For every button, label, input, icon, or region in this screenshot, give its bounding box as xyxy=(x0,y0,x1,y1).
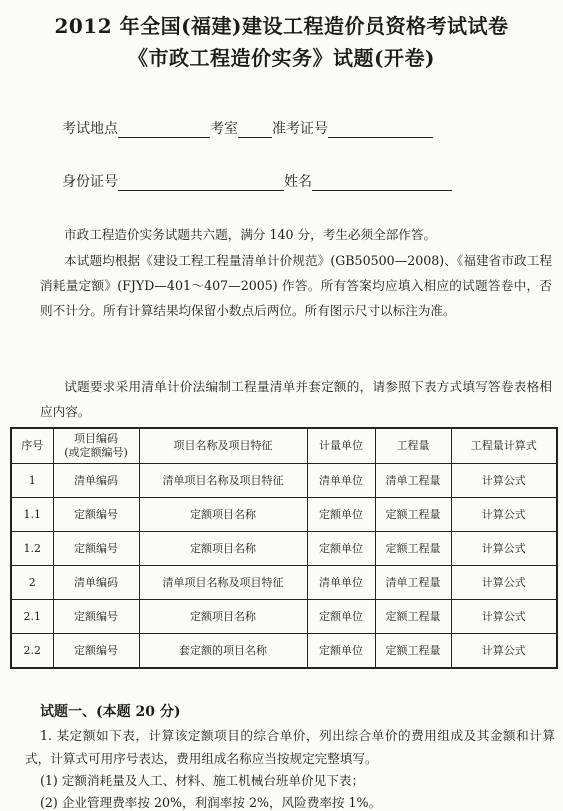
cell-no: 1 xyxy=(11,464,53,498)
cell-code: 清单编码 xyxy=(53,464,139,498)
question1-body: 1. 某定额如下表，计算该定额项目的综合单价，列出综合单价的费用组成及其金额和计算式，计算式可用序号表达，费用组成名称应当按规定完整填写。 xyxy=(25,728,555,766)
col-header-code xyxy=(53,428,139,464)
page-title-line2: 《市政工程造价实务》试题(开卷) xyxy=(128,46,435,70)
cell-quantity: 定额工程量 xyxy=(375,600,451,634)
cell-item-name: 清单项目名称及项目特征 xyxy=(139,566,307,600)
cell-unit: 定额单位 xyxy=(307,498,375,532)
ticket-no-blank[interactable] xyxy=(328,123,433,138)
cell-formula: 计算公式 xyxy=(451,532,557,566)
instruction-text-2: 本试题均根据《建设工程工程量清单计价规范》(GB50500—2008)、《福建省市政工程消耗量定额》(FJYD—401～407—2005) 作答。所有答案均应填入相应的试题答卷中，否则不计分。所有计算结果均保留小数点后两位。所有图示尺寸以标注为准。 xyxy=(40,253,552,318)
cell-unit: 清单单位 xyxy=(307,464,375,498)
cell-item-name: 清单项目名称及项目特征 xyxy=(139,464,307,498)
cell-unit: 定额单位 xyxy=(307,634,375,669)
name-label: 姓名 xyxy=(284,174,312,190)
cell-item-name: 定额项目名称 xyxy=(139,498,307,532)
cell-unit: 定额单位 xyxy=(307,600,375,634)
exam-room-blank[interactable] xyxy=(238,123,272,138)
col-header-code-line2: (或定额编号) xyxy=(64,446,128,459)
col-header-code-line1: 项目编码 xyxy=(74,432,118,445)
cell-quantity: 定额工程量 xyxy=(375,634,451,669)
cell-item-name: 定额项目名称 xyxy=(139,532,307,566)
cell-quantity: 清单工程量 xyxy=(375,566,451,600)
cell-quantity: 清单工程量 xyxy=(375,464,451,498)
cell-item-name: 定额项目名称 xyxy=(139,600,307,634)
cell-code: 定额编号 xyxy=(53,634,139,669)
cell-unit: 清单单位 xyxy=(307,566,375,600)
form-row-location xyxy=(62,118,433,138)
cell-no: 2.1 xyxy=(11,600,53,634)
instruction-para-1 xyxy=(40,222,552,247)
cell-formula: 计算公式 xyxy=(451,566,557,600)
table-row xyxy=(11,498,557,532)
col-header-quantity: 工程量 xyxy=(375,428,451,464)
col-header-item-name: 项目名称及项目特征 xyxy=(139,428,307,464)
col-header-unit: 计量单位 xyxy=(307,428,375,464)
cell-no: 1.1 xyxy=(11,498,53,532)
cell-no: 1.2 xyxy=(11,532,53,566)
cell-code: 定额编号 xyxy=(53,498,139,532)
instruction-text-1: 市政工程造价实务试题共六题，满分 140 分，考生必须全部作答。 xyxy=(64,227,437,242)
cell-quantity: 定额工程量 xyxy=(375,498,451,532)
table-row xyxy=(11,532,557,566)
cell-no: 2.2 xyxy=(11,634,53,669)
cell-code: 清单编码 xyxy=(53,566,139,600)
table-row xyxy=(11,566,557,600)
table-row xyxy=(11,464,557,498)
ticket-no-label: 准考证号 xyxy=(272,121,328,137)
exam-location-blank[interactable] xyxy=(118,123,210,138)
page-title-line1: 2012 年全国(福建)建设工程造价员资格考试试卷 xyxy=(54,14,509,38)
table-row xyxy=(11,634,557,669)
instruction-para-3 xyxy=(40,374,552,424)
form-row-identity xyxy=(62,171,452,191)
instruction-para-2 xyxy=(40,248,552,323)
cell-no: 2 xyxy=(11,566,53,600)
cell-formula: 计算公式 xyxy=(451,464,557,498)
cell-formula: 计算公式 xyxy=(451,498,557,532)
sample-answer-table xyxy=(10,427,558,669)
cell-unit: 定额单位 xyxy=(307,532,375,566)
id-no-blank[interactable] xyxy=(118,176,284,191)
exam-location-label: 考试地点 xyxy=(62,121,118,137)
col-header-no: 序号 xyxy=(11,428,53,464)
cell-code: 定额编号 xyxy=(53,532,139,566)
question1-item-2: (2) 企业管理费率按 20%，利润率按 2%，风险费率按 1%。 xyxy=(40,795,382,810)
exam-room-label: 考室 xyxy=(210,121,238,137)
cell-quantity: 定额工程量 xyxy=(375,532,451,566)
question1-item-1: (1) 定额消耗量及人工、材料、施工机械台班单价见下表； xyxy=(40,773,365,788)
col-header-formula: 工程量计算式 xyxy=(451,428,557,464)
question1-text xyxy=(25,724,555,770)
name-blank[interactable] xyxy=(312,176,452,191)
table-row xyxy=(11,600,557,634)
cell-item-name: 套定额的项目名称 xyxy=(139,634,307,669)
cell-formula: 计算公式 xyxy=(451,600,557,634)
instruction-text-3: 试题要求采用清单计价法编制工程量清单并套定额的，请参照下表方式填写答卷表格相应内容。 xyxy=(40,379,552,419)
cell-formula: 计算公式 xyxy=(451,634,557,669)
table-header-row xyxy=(11,428,557,464)
question1-heading: 试题一、(本题 20 分) xyxy=(40,704,181,720)
cell-code: 定额编号 xyxy=(53,600,139,634)
id-no-label: 身份证号 xyxy=(62,174,118,190)
